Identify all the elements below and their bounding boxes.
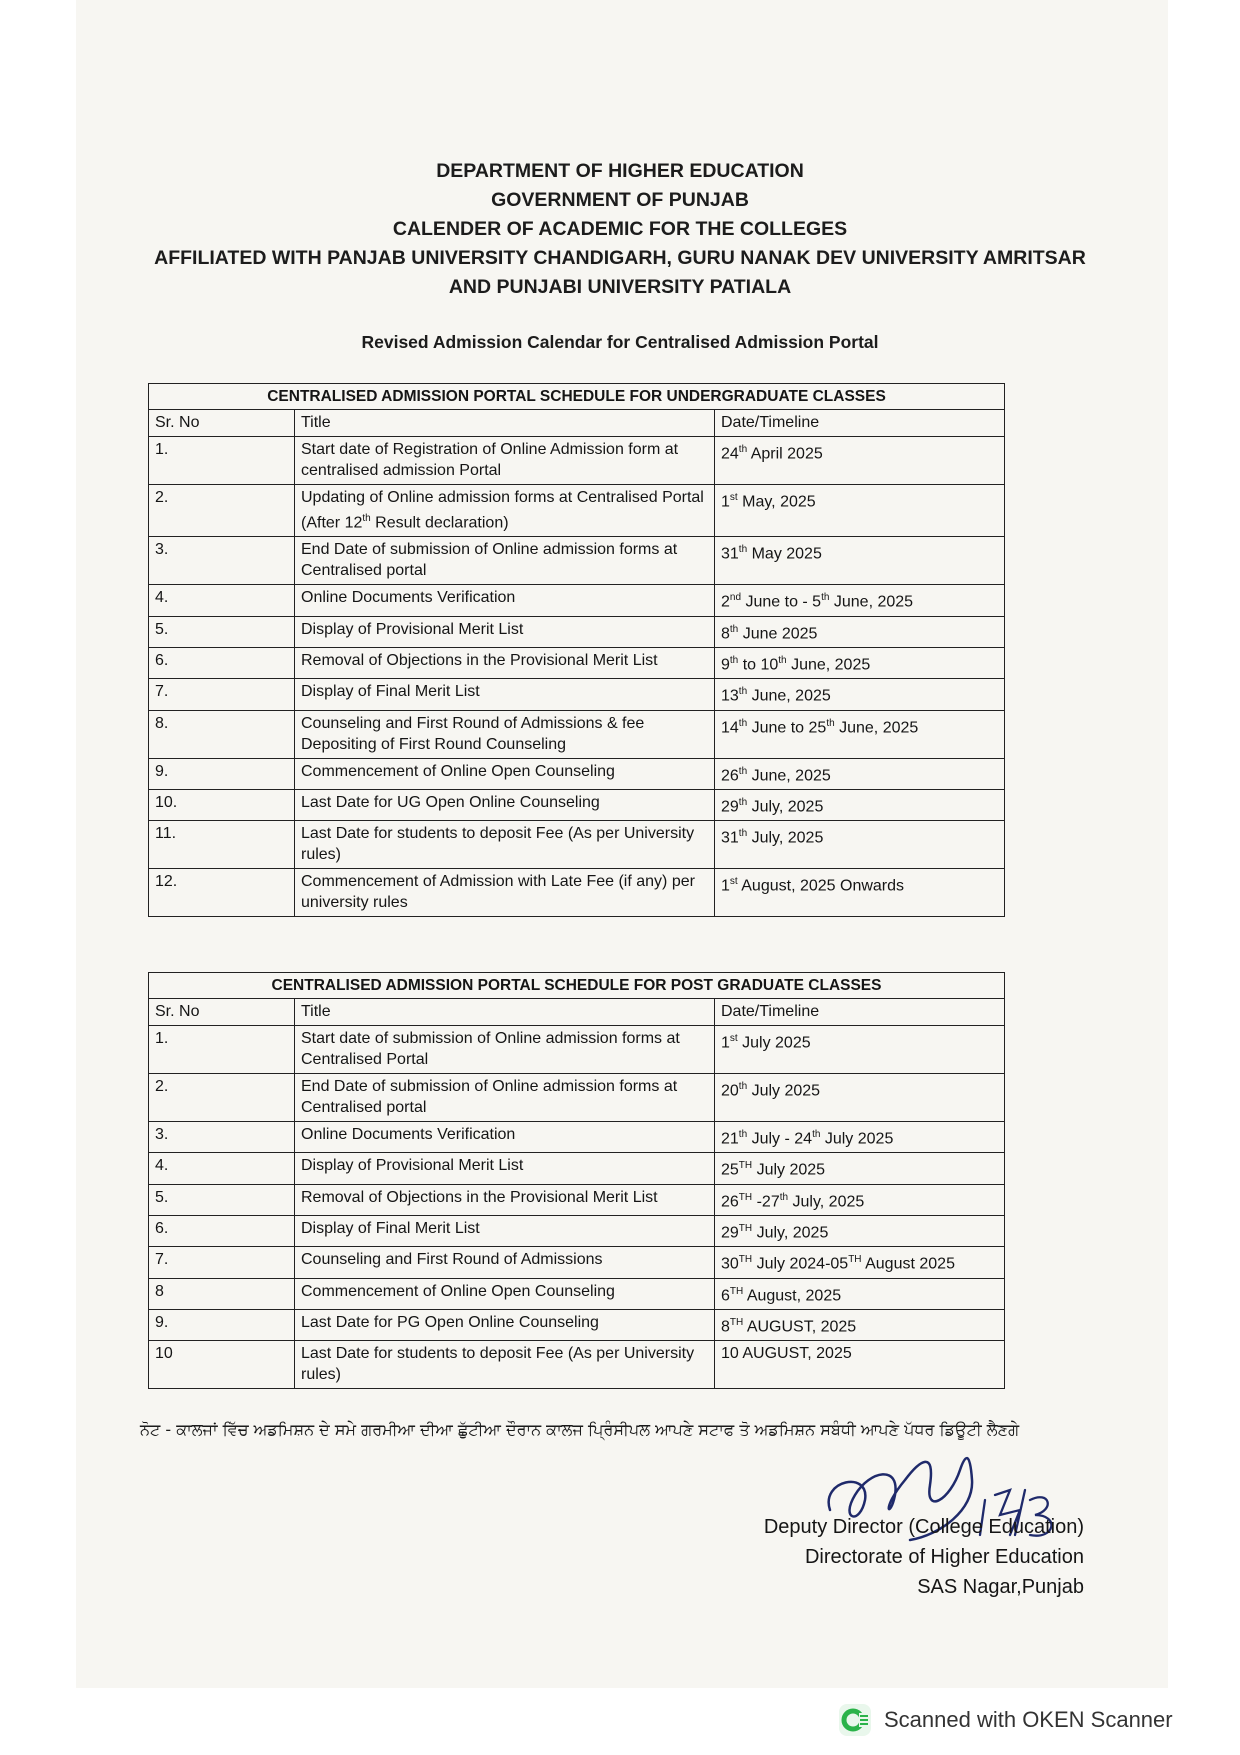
header-line-1: DEPARTMENT OF HIGHER EDUCATION [436, 160, 804, 182]
serial-number-cell: 8 [149, 1278, 295, 1309]
table-caption: CENTRALISED ADMISSION PORTAL SCHEDULE FOR POST GRADUATE CLASSES [149, 973, 1005, 999]
scanner-watermark [838, 1702, 1173, 1738]
serial-number-cell: 7. [149, 679, 295, 710]
date-cell: 29TH July, 2025 [715, 1215, 1005, 1246]
date-cell: 1st July 2025 [715, 1026, 1005, 1074]
table-row [149, 1074, 1005, 1122]
table-row [149, 647, 1005, 678]
title-cell: Start date of submission of Online admission forms at Centralised Portal [295, 1026, 715, 1074]
title-cell: Commencement of Admission with Late Fee (if any) per university rules [295, 869, 715, 917]
title-cell: End Date of submission of Online admission forms at Centralised portal [295, 537, 715, 585]
title-cell: Last Date for students to deposit Fee (As per University rules) [295, 821, 715, 869]
serial-number-cell: 4. [149, 1153, 295, 1184]
serial-number-cell: 2. [149, 485, 295, 537]
serial-number-cell: 12. [149, 869, 295, 917]
title-cell: Online Documents Verification [295, 585, 715, 616]
table-row [149, 1278, 1005, 1309]
header-line-2: GOVERNMENT OF PUNJAB [491, 189, 749, 211]
serial-number-cell: 11. [149, 821, 295, 869]
serial-number-cell: 9. [149, 1309, 295, 1340]
serial-number-cell: 10. [149, 789, 295, 820]
date-cell: 13th June, 2025 [715, 679, 1005, 710]
date-cell: 30TH July 2024-05TH August 2025 [715, 1247, 1005, 1278]
date-cell: 2nd June to - 5th June, 2025 [715, 585, 1005, 616]
signatory-office: Directorate of Higher Education [804, 1546, 1084, 1568]
date-cell: 25TH July 2025 [715, 1153, 1005, 1184]
column-header: Sr. No [149, 999, 295, 1026]
table-row [149, 616, 1005, 647]
title-cell: End Date of submission of Online admission forms at Centralised portal [295, 1074, 715, 1122]
column-header: Date/Timeline [715, 999, 1005, 1026]
title-cell: Removal of Objections in the Provisional Merit List [295, 647, 715, 678]
column-header: Sr. No [149, 410, 295, 437]
title-cell: Last Date for PG Open Online Counseling [295, 1309, 715, 1340]
date-cell: 31th July, 2025 [715, 821, 1005, 869]
serial-number-cell: 7. [149, 1247, 295, 1278]
serial-number-cell: 3. [149, 1122, 295, 1153]
serial-number-cell: 6. [149, 647, 295, 678]
ug-schedule-table [148, 383, 1005, 917]
date-cell: 6TH August, 2025 [715, 1278, 1005, 1309]
document-subtitle: Revised Admission Calendar for Centralised Admission Portal [361, 332, 879, 352]
date-cell: 10 AUGUST, 2025 [715, 1341, 1005, 1389]
serial-number-cell: 9. [149, 758, 295, 789]
serial-number-cell: 4. [149, 585, 295, 616]
table-row [149, 1026, 1005, 1074]
title-cell: Display of Final Merit List [295, 1215, 715, 1246]
serial-number-cell: 1. [149, 1026, 295, 1074]
header-line-5: AND PUNJABI UNIVERSITY PATIALA [448, 276, 792, 298]
serial-number-cell: 5. [149, 1184, 295, 1215]
date-cell: 14th June to 25th June, 2025 [715, 710, 1005, 758]
date-cell: 20th July 2025 [715, 1074, 1005, 1122]
date-cell: 24th April 2025 [715, 437, 1005, 485]
title-cell: Removal of Objections in the Provisional Merit List [295, 1184, 715, 1215]
column-header: Date/Timeline [715, 410, 1005, 437]
title-cell: Start date of Registration of Online Admission form at centralised admission Portal [295, 437, 715, 485]
table-row [149, 1184, 1005, 1215]
table-row [149, 485, 1005, 537]
title-cell: Commencement of Online Open Counseling [295, 1278, 715, 1309]
table-row [149, 710, 1005, 758]
date-cell: 1st May, 2025 [715, 485, 1005, 537]
table-row [149, 1215, 1005, 1246]
table-row [149, 869, 1005, 917]
table-header-row [149, 999, 1005, 1026]
table-row [149, 1247, 1005, 1278]
document-header [0, 157, 1240, 302]
table-header-row [149, 410, 1005, 437]
table-row [149, 437, 1005, 485]
table-row [149, 1309, 1005, 1340]
date-cell: 1st August, 2025 Onwards [715, 869, 1005, 917]
title-cell: Display of Final Merit List [295, 679, 715, 710]
table-row [149, 537, 1005, 585]
date-cell: 31th May 2025 [715, 537, 1005, 585]
scanner-text: Scanned with OKEN Scanner [884, 1707, 1173, 1732]
signatory-location: SAS Nagar,Punjab [917, 1576, 1084, 1598]
title-cell: Display of Provisional Merit List [295, 616, 715, 647]
title-cell: Last Date for students to deposit Fee (As per University rules) [295, 1341, 715, 1389]
date-cell: 21th July - 24th July 2025 [715, 1122, 1005, 1153]
serial-number-cell: 10 [149, 1341, 295, 1389]
date-cell: 9th to 10th June, 2025 [715, 647, 1005, 678]
title-cell: Last Date for UG Open Online Counseling [295, 789, 715, 820]
title-cell: Counseling and First Round of Admissions & fee Depositing of First Round Counseling [295, 710, 715, 758]
serial-number-cell: 8. [149, 710, 295, 758]
table-row [149, 1153, 1005, 1184]
table-caption: CENTRALISED ADMISSION PORTAL SCHEDULE FOR UNDERGRADUATE CLASSES [149, 384, 1005, 410]
date-cell: 8TH AUGUST, 2025 [715, 1309, 1005, 1340]
date-cell: 29th July, 2025 [715, 789, 1005, 820]
title-cell: Counseling and First Round of Admissions [295, 1247, 715, 1278]
header-line-4: AFFILIATED WITH PANJAB UNIVERSITY CHANDIGARH, GURU NANAK DEV UNIVERSITY AMRITSAR [154, 247, 1086, 269]
table-row [149, 821, 1005, 869]
date-cell: 26th June, 2025 [715, 758, 1005, 789]
table-row [149, 679, 1005, 710]
title-cell: Commencement of Online Open Counseling [295, 758, 715, 789]
column-header: Title [295, 410, 715, 437]
table-row [149, 758, 1005, 789]
serial-number-cell: 3. [149, 537, 295, 585]
title-cell: Online Documents Verification [295, 1122, 715, 1153]
punjabi-note: ਨੋਟ - ਕਾਲਜਾਂ ਵਿੱਚ ਅਡਮਿਸ਼ਨ ਦੇ ਸਮੇ ਗਰਮੀਆ ਦੀਆ ਛੁੱਟੀਆ ਦੌਰਾਨ ਕਾਲਜ ਪ੍ਰਿੰਸੀਪਲ ਆਪਣੇ ਸਟਾਫ ਤੋ ਅਡਮਿਸ਼ਨ ਸਬੰਧੀ ਆਪਣੇ ਪੱਧਰ ਡਿਊਟੀ ਲੈਣਗੇ [140, 1420, 1020, 1439]
table-row [149, 789, 1005, 820]
title-cell: Display of Provisional Merit List [295, 1153, 715, 1184]
signature-block [764, 1512, 1084, 1602]
column-header: Title [295, 999, 715, 1026]
signatory-title: Deputy Director (College Education) [763, 1516, 1084, 1538]
header-line-3: CALENDER OF ACADEMIC FOR THE COLLEGES [392, 218, 848, 240]
scanner-logo-icon [838, 1703, 872, 1737]
table-row [149, 1122, 1005, 1153]
serial-number-cell: 5. [149, 616, 295, 647]
serial-number-cell: 6. [149, 1215, 295, 1246]
pg-schedule-table [148, 972, 1005, 1389]
serial-number-cell: 1. [149, 437, 295, 485]
serial-number-cell: 2. [149, 1074, 295, 1122]
title-cell: Updating of Online admission forms at Centralised Portal (After 12th Result declaration) [295, 485, 715, 537]
date-cell: 8th June 2025 [715, 616, 1005, 647]
table-row [149, 1341, 1005, 1389]
date-cell: 26TH -27th July, 2025 [715, 1184, 1005, 1215]
table-row [149, 585, 1005, 616]
